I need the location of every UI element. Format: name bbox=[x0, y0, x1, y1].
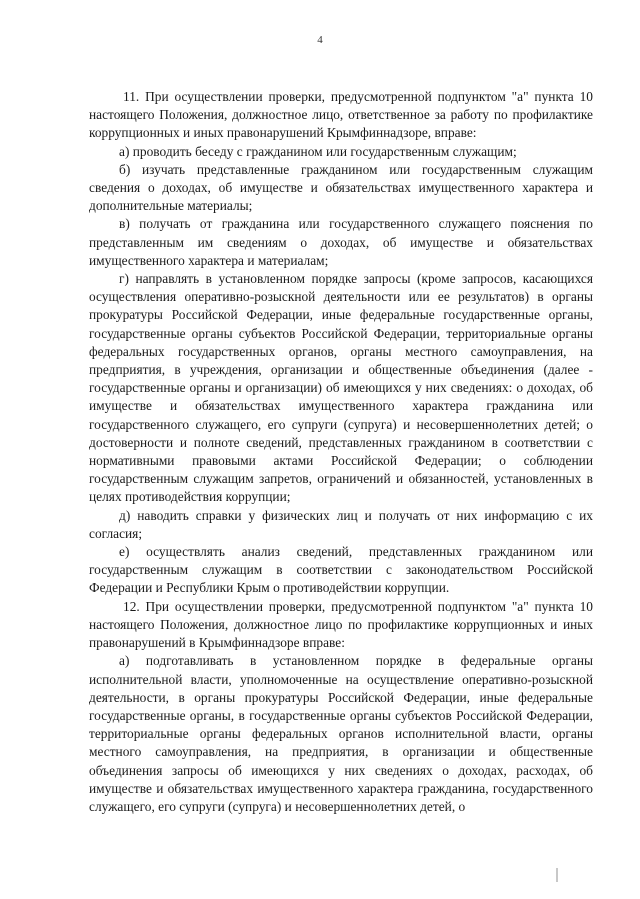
paragraph-11-v: в) получать от гражданина или государственного служащего пояснения по представленным им сведениям о доходах, об имуществе и обязательствах имущественного характера и материалам; bbox=[89, 216, 593, 268]
paragraph-12: 12. При осуществлении проверки, предусмотренной подпунктом "а" пункта 10 настоящего Положения, должностное лицо по профилактике коррупционных и иных правонарушений в Крымфиннадзоре вправе: bbox=[89, 598, 593, 651]
paragraph-11-g: г) направлять в установленном порядке запросы (кроме запросов, касающихся осуществления оперативно-розыскной деятельности или ее результатов) в органы прокуратуры Российской Федерации, иные федеральные государственные органы, государственные органы субъектов Российской Федерации, территориальные органы федеральных государственных органов, органы местного самоуправления, на предприятия, в учреждения, организации и общественные объединения (далее - государственные органы и организации) об имеющихся у них сведениях: о доходах, об имуществе и обязательствах имущественного характера гражданина или государственного служащего, его супруги (супруга) и несовершеннолетних детей; о достоверности и полноте сведений, представленных гражданином в соответствии с нормативными правовыми актами Российской Федерации; о соблюдении государственным служащим запретов, ограничений и обязанностей, установленных в целях противодействия коррупции; bbox=[89, 271, 593, 505]
paragraph-11-e: е) осуществлять анализ сведений, представленных гражданином или государственным служащим в соответствии с законодательством Российской Федерации и Республики Крым о противодействии коррупции. bbox=[89, 544, 593, 596]
paragraph-11: 11. При осуществлении проверки, предусмотренной подпунктом "а" пункта 10 настоящего Положения, должностное лицо, ответственное за работу по профилактике коррупционных и иных правонарушений Крымфиннадзоре, вправе: bbox=[89, 89, 593, 141]
paragraph-12-a: а) подготавливать в установленном порядке в федеральные органы исполнительной власти, уполномоченные на осуществление оперативно-розыскной деятельности, в органы прокуратуры Российской Федерации, иные федеральные государственные органы, в государственные органы субъектов Российской Федерации, территориальные органы федеральных органов исполнительной власти, органы местного самоуправления, на предприятия, в организации и общественные объединения запросы об имеющихся у них сведениях о доходах, расходах, об имуществе и обязательствах имущественного характера гражданина, государственного служащего, его супруги (супруга) и несовершеннолетних детей, о bbox=[89, 653, 593, 814]
paragraph-11-a: а) проводить беседу с гражданином или государственным служащим; bbox=[119, 143, 517, 159]
page-number: 4 bbox=[317, 34, 323, 46]
scan-margin-mark bbox=[556, 868, 558, 882]
paragraph-11-b: б) изучать представленные гражданином или государственным служащим сведения о доходах, об имуществе и обязательствах имущественного характера и дополнительные материалы; bbox=[89, 161, 593, 214]
paragraph-11-d: д) наводить справки у физических лиц и получать от них информацию с их согласия; bbox=[89, 507, 593, 541]
document-body bbox=[89, 88, 593, 816]
